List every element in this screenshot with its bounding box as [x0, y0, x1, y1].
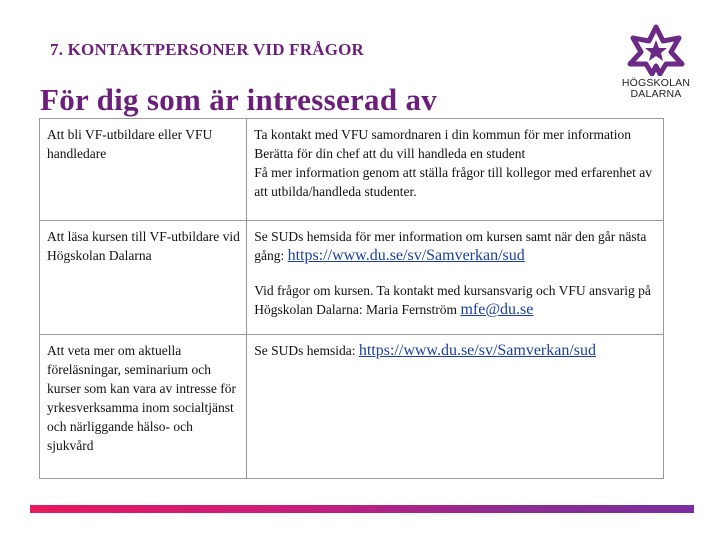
star-icon [627, 24, 685, 76]
row2-details [247, 221, 664, 335]
page-title: För dig som är intresserad av [40, 82, 438, 117]
table-row [40, 119, 664, 221]
sud-website-link[interactable]: https://www.du.se/sv/Samverkan/sud [358, 342, 597, 359]
footer-gradient-bar [30, 505, 694, 513]
row3-details [247, 335, 664, 479]
table-row [40, 221, 664, 335]
email-link[interactable]: mfe@du.se [460, 301, 534, 318]
row1-topic: Att bli VF-utbildare eller VFU handledare [40, 119, 247, 221]
row1-details [247, 119, 664, 221]
sud-website-link[interactable]: https://www.du.se/sv/Samverkan/sud [287, 247, 525, 264]
row3-text1: Se SUDs hemsida: [254, 343, 359, 358]
row2-text2: Vid frågor om kursen. Ta kontakt med kursansvarig och VFU ansvarig på Högskolan Dalarna: Maria Fernström [254, 283, 651, 317]
university-logo [612, 24, 700, 104]
row1-line1: Ta kontakt med VFU samordnaren i din kommun för mer information [254, 127, 631, 142]
logo-text-line1: HÖGSKOLAN [621, 77, 691, 89]
row1-line2: Berätta för din chef att du vill handleda en student [254, 146, 526, 161]
section-kicker: 7. KONTAKTPERSONER VID FRÅGOR [50, 40, 365, 59]
row2-text1: Se SUDs hemsida för mer information om kursen samt när den går nästa gång: [254, 229, 647, 263]
logo-text-line2: DALARNA [630, 88, 682, 100]
table-row [40, 335, 664, 479]
row2-topic: Att läsa kursen till VF-utbildare vid Högskolan Dalarna [40, 221, 247, 335]
row1-line3: Få mer information genom att ställa frågor till kollegor med erfarenhet av att utbilda/handleda studenter. [254, 165, 652, 199]
contact-table [39, 118, 664, 479]
row3-topic: Att veta mer om aktuella föreläsningar, seminarium och kurser som kan vara av intresse för yrkesverksamma inom socialtjänst och närliggande hälso- och sjukvård [40, 335, 247, 479]
